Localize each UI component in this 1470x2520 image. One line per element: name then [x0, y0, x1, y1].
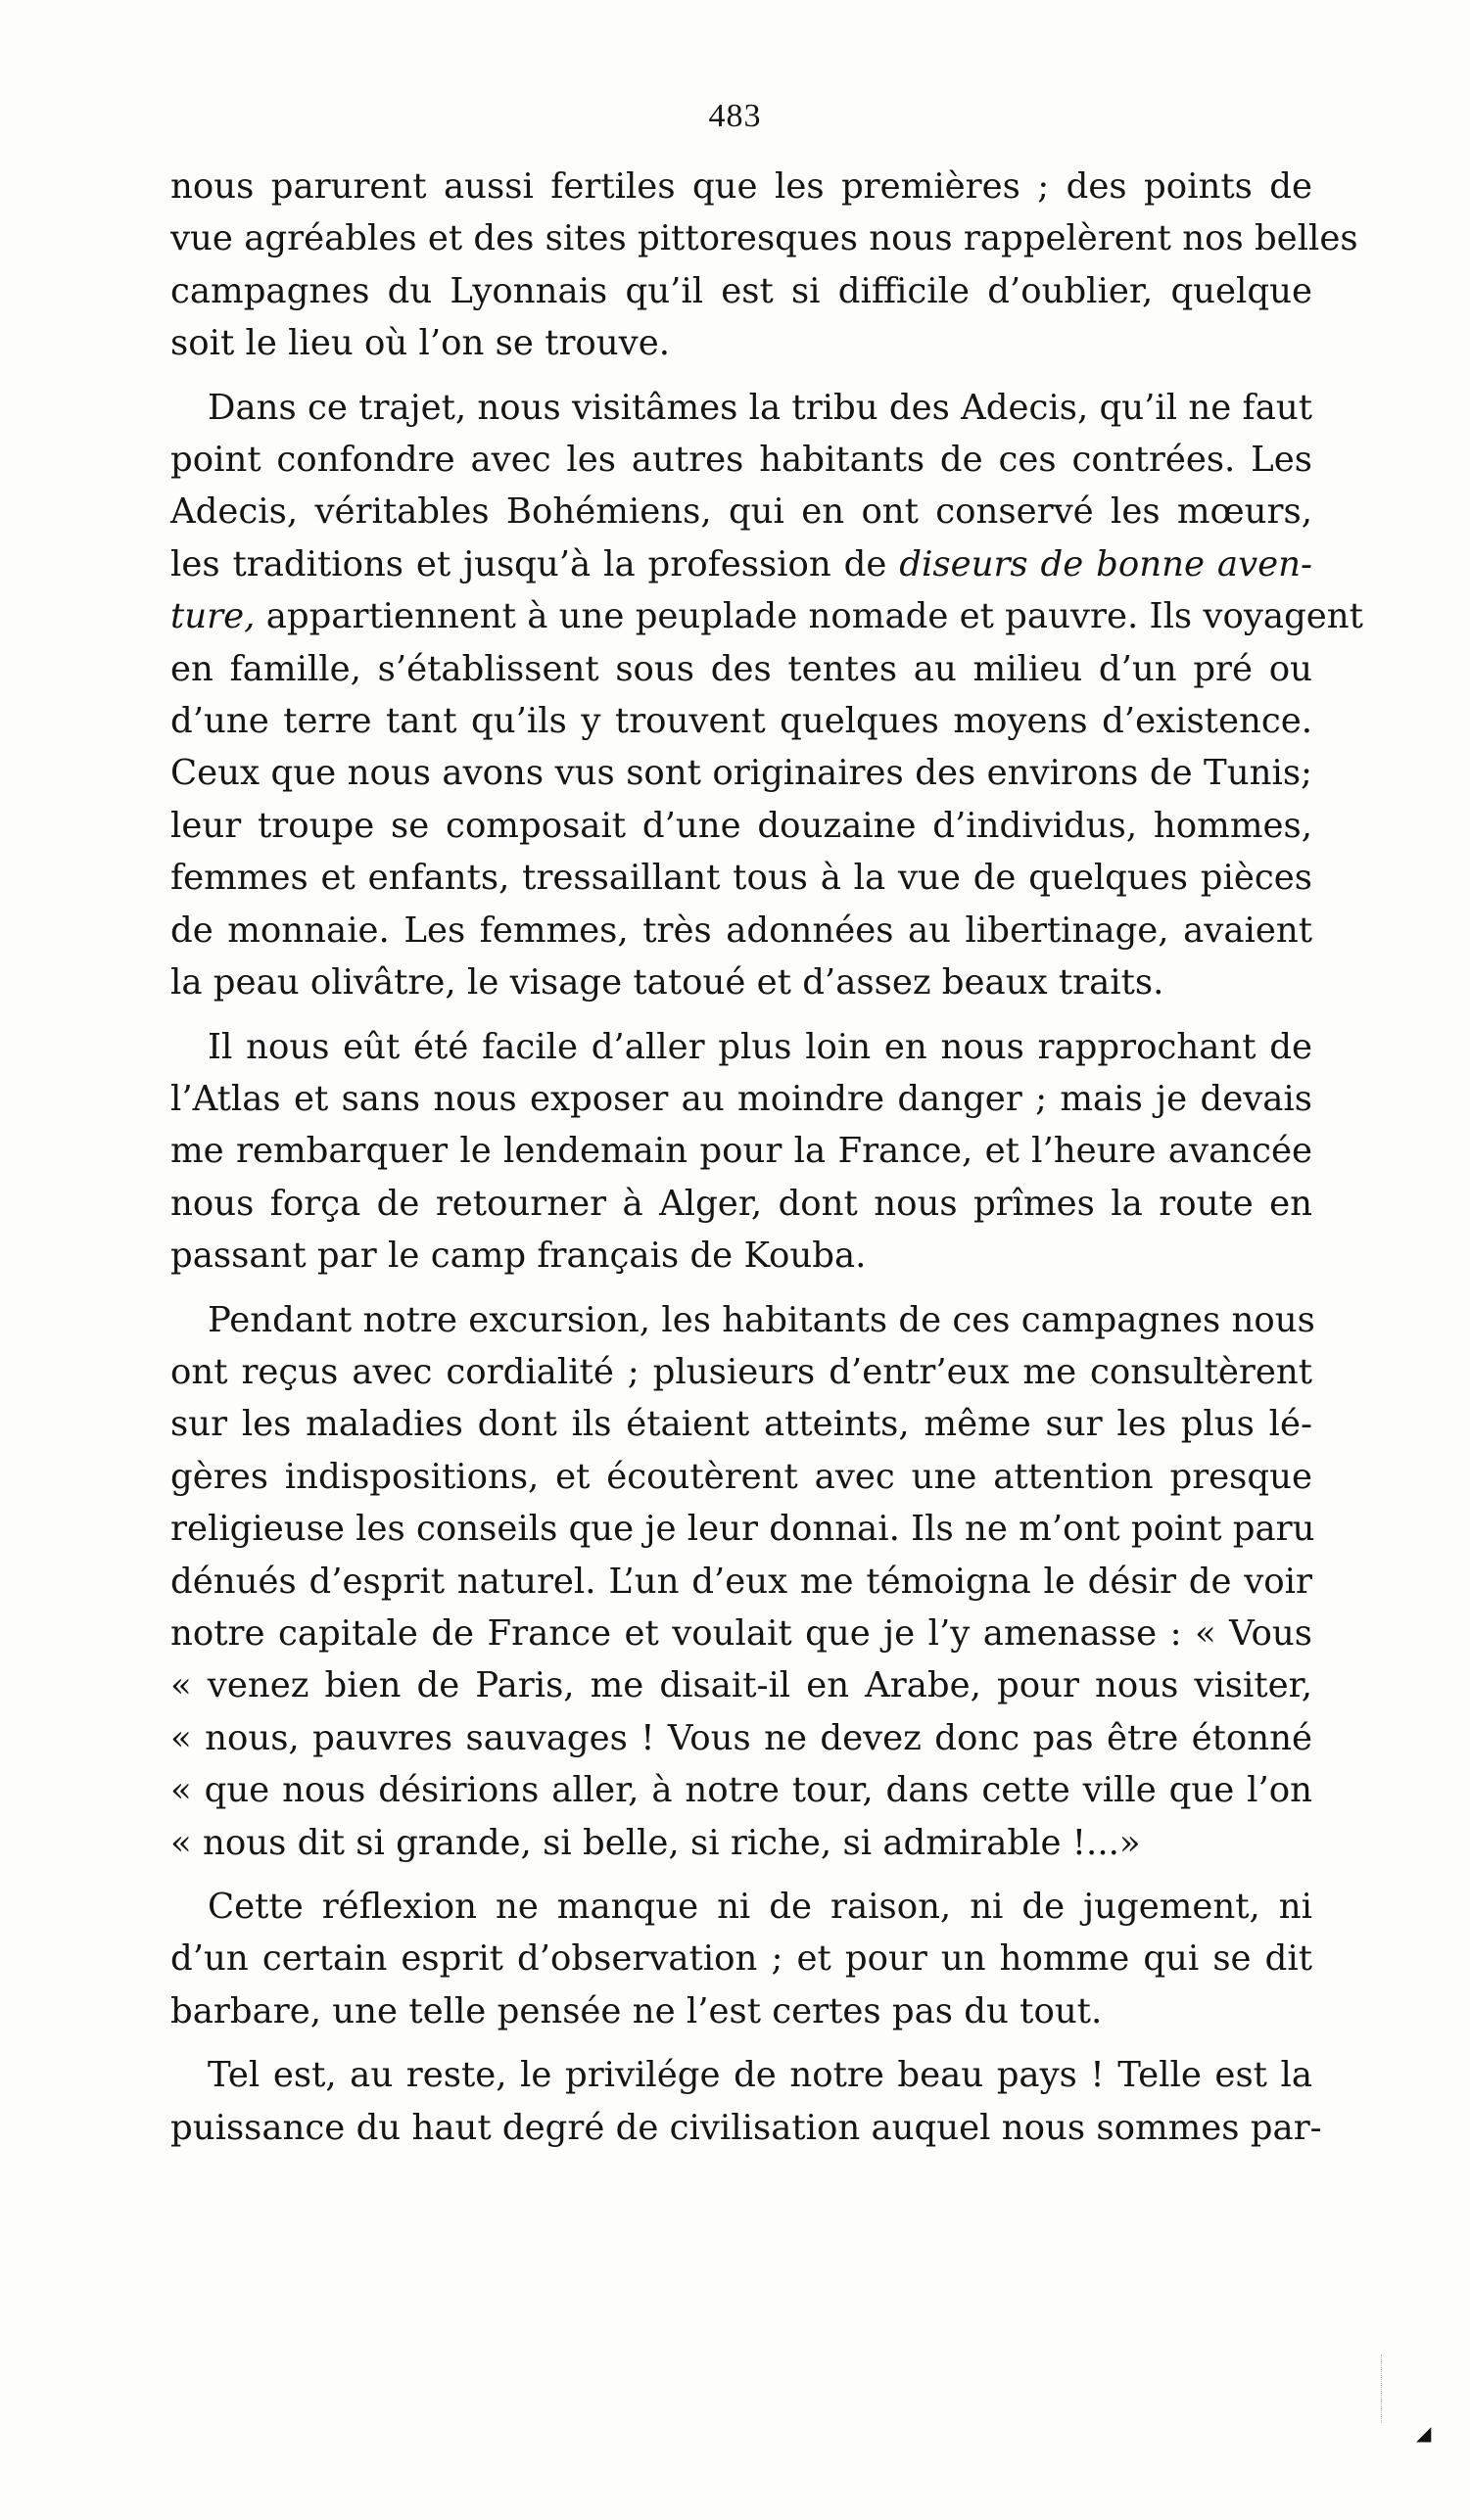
text-line: Dans ce trajet, nous visitâmes la tribu des Adecis, qu’il ne faut [208, 387, 1312, 428]
text-line: vue agréables et des sites pittoresques nous rappelèrent nos belles [170, 218, 1358, 259]
paragraph-3 [170, 1021, 1312, 1283]
text-line-with-italic [170, 538, 1312, 590]
paragraph-1 [170, 161, 1358, 370]
body-text [170, 161, 1363, 2166]
text-line: « que nous désirions aller, à notre tour, dans cette ville que l’on [170, 1770, 1312, 1811]
text-line: nous força de retourner à Alger, dont nous prîmes la route en [170, 1183, 1312, 1224]
text-line: ont reçus avec cordialité ; plusieurs d’entr’eux me consultèrent [170, 1351, 1312, 1392]
line-rest: appartiennent à une peuplade nomade et pauvre. Ils voyagent [255, 596, 1363, 637]
text-line: Il nous eût été facile d’aller plus loin en nous rapprochant de [208, 1026, 1312, 1067]
text-line: gères indispositions, et écoutèrent avec une attention presque [170, 1456, 1312, 1497]
text-line: me rembarquer le lendemain pour la France, et l’heure avancée [170, 1131, 1312, 1172]
text-line: « nous dit si grande, si belle, si riche, si admirable !...» [170, 1822, 1141, 1863]
text-line: en famille, s’établissent sous des tentes au milieu d’un pré ou [170, 648, 1312, 689]
text-line: de monnaie. Les femmes, très adonnées au libertinage, avaient [170, 910, 1312, 951]
text-line: Cette réflexion ne manque ni de raison, ni de jugement, ni [208, 1887, 1312, 1927]
line-start: les traditions et jusqu’à la profession de [170, 543, 887, 584]
text-line: point confondre avec les autres habitants de ces contrées. Les [170, 440, 1312, 481]
text-line: Adecis, véritables Bohémiens, qui en ont conservé les mœurs, [170, 491, 1312, 533]
text-line: la peau olivâtre, le visage tatoué et d’assez beaux traits. [170, 962, 1164, 1003]
text-line: Pendant notre excursion, les habitants de ces campagnes nous [208, 1299, 1315, 1340]
text-line: leur troupe se composait d’une douzaine d’individus, hommes, [170, 805, 1312, 846]
text-line: Tel est, au reste, le privilége de notre beau pays ! Telle est la [208, 2055, 1312, 2096]
scan-edge-mark [1381, 2355, 1384, 2423]
text-line: barbare, une telle pensée ne l’est certes pas du tout. [170, 1990, 1103, 2031]
text-line: « nous, pauvres sauvages ! Vous ne devez donc pas être étonné [170, 1717, 1312, 1758]
corner-triangle-icon: ◢ [1416, 2421, 1432, 2445]
text-line: femmes et enfants, tressaillant tous à la vue de quelques pièces [170, 858, 1312, 899]
text-line: puissance du haut degré de civilisation auquel nous sommes par- [170, 2107, 1322, 2148]
paragraph-2 [170, 382, 1363, 1009]
text-line: campagnes du Lyonnais qu’il est si difficile d’oublier, quelque [170, 270, 1312, 311]
text-line: d’une terre tant qu’ils y trouvent quelques moyens d’existence. [170, 701, 1312, 742]
text-line-with-italic [170, 590, 1363, 642]
text-line: soit le lieu où l’on se trouve. [170, 323, 671, 364]
italic-word: ture, [170, 596, 256, 637]
paragraph-6 [170, 2049, 1322, 2154]
page-number: 483 [708, 98, 762, 134]
text-line: Ceux que nous avons vus sont originaires des environs de Tunis; [170, 753, 1312, 794]
text-line: l’Atlas et sans nous exposer au moindre danger ; mais je devais [170, 1078, 1312, 1119]
text-line: sur les maladies dont ils étaient atteints, même sur les plus lé- [170, 1404, 1312, 1445]
text-line: nous parurent aussi fertiles que les premières ; des points de [170, 166, 1312, 207]
text-line: d’un certain esprit d’observation ; et pour un homme qui se dit [170, 1938, 1312, 1980]
paragraph-5 [170, 1881, 1312, 2037]
text-line: « venez bien de Paris, me disait-il en Arabe, pour nous visiter, [170, 1665, 1312, 1706]
text-line: notre capitale de France et voulait que je l’y amenasse : « Vous [170, 1612, 1312, 1654]
text-line: dénués d’esprit naturel. L’un d’eux me témoigna le désir de voir [170, 1561, 1312, 1602]
italic-phrase: diseurs de bonne aven- [899, 543, 1312, 584]
paragraph-4 [170, 1294, 1315, 1869]
text-line: passant par le camp français de Kouba. [170, 1236, 867, 1277]
text-line: religieuse les conseils que je leur donnai. Ils ne m’ont point paru [170, 1509, 1315, 1550]
